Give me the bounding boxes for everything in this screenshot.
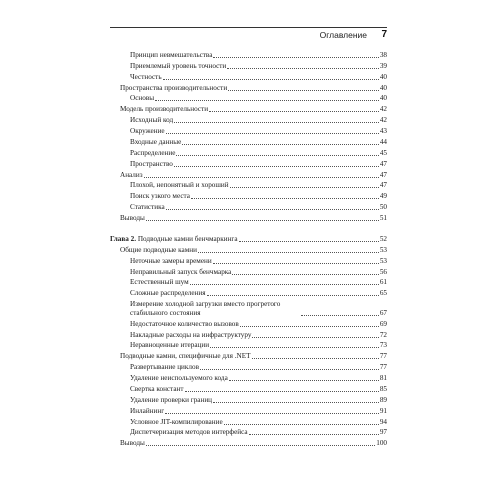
toc-entry-title <box>120 439 145 448</box>
toc-title-text: Свертка констант <box>130 384 184 393</box>
toc-title-text: Подводные камни, специфичные для .NET <box>120 352 251 361</box>
toc-page-number: 69 <box>379 319 387 328</box>
toc-page-number: 81 <box>379 374 387 382</box>
toc-page-number: 50 <box>379 203 387 212</box>
toc-title-text: Сложные распределения <box>130 289 206 298</box>
dot-leader <box>213 57 378 58</box>
toc-title-text: Приемлемый уровень точности <box>130 61 227 70</box>
toc-entry <box>110 114 387 125</box>
toc-title-text: Пространства производительности <box>120 83 228 92</box>
toc-entry <box>110 298 387 318</box>
dot-leader <box>191 198 379 199</box>
toc-chapter-entry <box>110 233 387 244</box>
toc-entry <box>110 287 387 298</box>
toc-entry-title <box>120 171 143 180</box>
toc-entry <box>110 383 387 394</box>
toc-page-number: 40 <box>379 94 387 103</box>
toc-page-number: 91 <box>379 406 387 415</box>
dot-leader <box>239 241 379 242</box>
toc-title-text: Окружение <box>130 127 165 135</box>
toc-page-number: 67 <box>379 308 387 317</box>
toc-page-number: 65 <box>379 289 387 298</box>
toc-entry-title <box>130 116 173 125</box>
toc-title-text: Измерение холодной загрузки вместо прогретого стабильного состояния <box>130 299 281 317</box>
dot-leader <box>213 402 379 403</box>
dot-leader <box>166 133 379 134</box>
dot-leader <box>174 166 379 167</box>
toc-page-number: 38 <box>379 50 387 59</box>
toc-entry-title <box>130 418 223 427</box>
toc-entry <box>110 49 387 60</box>
toc-title-text: Диспетчеризация методов интерфейса <box>130 428 248 437</box>
dot-leader <box>227 68 379 69</box>
dot-leader <box>210 347 379 348</box>
toc-page-number: 100 <box>376 439 387 448</box>
toc-entry-title <box>120 84 227 93</box>
dot-leader <box>229 380 379 381</box>
toc-page-number: 52 <box>379 234 387 243</box>
dot-leader <box>207 295 379 296</box>
toc-page-number: 56 <box>379 267 387 276</box>
toc-entry-title <box>130 73 162 82</box>
toc-entry <box>110 136 387 147</box>
dot-leader <box>166 209 379 210</box>
dot-leader <box>240 326 379 327</box>
toc-entry <box>110 60 387 71</box>
dot-leader <box>209 111 379 112</box>
dot-leader <box>252 337 378 338</box>
toc-title-text: Естественный шум <box>130 278 189 287</box>
toc-title-text: Плохой, непонятный и хороший <box>130 181 229 190</box>
toc-page-number: 89 <box>379 395 387 404</box>
toc-entry-title <box>130 396 212 405</box>
toc-page-number: 85 <box>379 384 387 393</box>
toc-entry-title <box>130 127 165 136</box>
toc-page-number: 45 <box>379 148 387 157</box>
toc-entry <box>110 180 387 191</box>
dot-leader <box>200 369 379 370</box>
dot-leader <box>163 79 379 80</box>
toc-title-text: Неправильный запуск бенчмарка <box>130 267 232 276</box>
toc-page-number: 72 <box>379 330 387 339</box>
toc-page-number: 94 <box>379 417 387 426</box>
toc-title-text: Инлайнинг <box>130 406 165 415</box>
toc-title-text: Удаление неиспользуемого кода <box>130 374 228 382</box>
toc-entry-title <box>130 300 300 318</box>
toc-entry-title <box>130 62 226 71</box>
toc-title-text: Выводы <box>120 439 145 448</box>
toc-entry <box>110 361 387 372</box>
toc-page-number: 40 <box>379 83 387 92</box>
toc-entry <box>110 71 387 82</box>
toc-entry <box>110 212 387 223</box>
toc-title-text: Неравноценные итерации <box>130 341 210 350</box>
dot-leader <box>176 155 378 156</box>
toc-entry <box>110 329 387 340</box>
toc-page-number: 47 <box>379 181 387 190</box>
toc-page-number: 53 <box>379 245 387 254</box>
toc-entry-title <box>130 320 239 329</box>
toc-entry-title <box>120 246 197 255</box>
toc-entry <box>110 372 387 383</box>
toc-entry-title <box>130 149 175 158</box>
toc-entry <box>110 266 387 277</box>
toc-entry <box>110 158 387 169</box>
toc-title-text: Удаление проверки границ <box>130 395 213 404</box>
toc-entry-title <box>130 374 228 383</box>
page-number: 7 <box>381 29 387 40</box>
dot-leader <box>301 315 379 316</box>
toc-entry <box>110 255 387 266</box>
toc-page-number: 44 <box>379 137 387 146</box>
dot-leader <box>198 252 379 253</box>
toc-page-number: 42 <box>379 105 387 114</box>
toc-title-text: Основы <box>130 94 155 103</box>
toc-entry <box>110 201 387 212</box>
dot-leader <box>146 445 375 446</box>
toc-entry-title <box>130 289 206 298</box>
toc-entry-title <box>130 51 212 60</box>
toc-title-text: Развертывание циклов <box>130 363 199 372</box>
toc-title-text: Неточные замеры времени <box>130 256 212 265</box>
toc-entry <box>110 437 387 448</box>
toc-page-number: 61 <box>379 278 387 287</box>
table-of-contents <box>110 49 387 448</box>
toc-page-number: 42 <box>379 116 387 125</box>
toc-title-text: Пространство <box>130 159 173 168</box>
toc-entry-title <box>130 138 181 147</box>
toc-page-number: 77 <box>379 352 387 361</box>
chapter-label: Глава 2. <box>110 234 137 243</box>
toc-entry <box>110 277 387 288</box>
toc-page-number: 47 <box>379 159 387 168</box>
dot-leader <box>155 100 379 101</box>
toc-title-text: Статистика <box>130 203 165 212</box>
page-header <box>110 27 387 42</box>
toc-entry-title <box>130 331 251 340</box>
toc-title-text: Условное JIT-компилирование <box>130 417 223 426</box>
toc-title-text: Честность <box>130 72 162 81</box>
dot-leader <box>174 122 379 123</box>
toc-entry <box>110 416 387 427</box>
running-header-title: Оглавление <box>319 30 367 40</box>
toc-page-number: 47 <box>379 170 387 179</box>
toc-entry <box>110 82 387 93</box>
toc-entry <box>110 340 387 351</box>
toc-page-number: 43 <box>379 127 387 135</box>
toc-page-number: 51 <box>379 214 387 222</box>
toc-entry-title <box>130 257 212 266</box>
toc-entry-title <box>130 268 231 277</box>
toc-entry-title <box>130 428 248 437</box>
toc-page-number: 97 <box>379 428 387 437</box>
toc-page-number: 40 <box>379 72 387 81</box>
toc-title-text: Анализ <box>120 170 143 179</box>
dot-leader <box>230 187 379 188</box>
toc-entry <box>110 350 387 361</box>
toc-entry-title <box>130 94 154 103</box>
toc-entry-title <box>130 203 165 212</box>
toc-title-text: Распределение <box>130 148 176 157</box>
toc-entry-title <box>120 352 251 361</box>
dot-leader <box>190 284 379 285</box>
dot-leader <box>232 274 378 275</box>
toc-entry <box>110 93 387 104</box>
toc-title-text: Исходный код <box>130 116 174 125</box>
toc-entry <box>110 427 387 438</box>
dot-leader <box>213 263 379 264</box>
dot-leader <box>249 434 379 435</box>
toc-page-number: 77 <box>379 363 387 372</box>
toc-entry <box>110 125 387 136</box>
dot-leader <box>146 220 379 221</box>
toc-entry-title <box>130 407 164 416</box>
toc-entry-title <box>120 105 208 114</box>
toc-entry <box>110 147 387 158</box>
toc-title-text: Принцип невмешательства <box>130 50 213 59</box>
toc-entry-title <box>130 192 190 201</box>
dot-leader <box>252 358 379 359</box>
toc-title-text: Накладные расходы на инфраструктуру <box>130 330 252 339</box>
dot-leader <box>182 144 379 145</box>
toc-title-text: Подводные камни бенчмаркинга <box>137 234 238 243</box>
toc-page-number: 73 <box>379 341 387 350</box>
toc-entry <box>110 103 387 114</box>
toc-title-text: Общие подводные камни <box>120 245 197 254</box>
toc-page-number: 39 <box>379 61 387 70</box>
toc-entry-title <box>120 214 145 223</box>
toc-entry-title <box>130 181 229 190</box>
toc-entry-title <box>110 235 238 244</box>
toc-entry <box>110 318 387 329</box>
dot-leader <box>224 424 379 425</box>
toc-title-text: Выводы <box>120 214 145 222</box>
toc-entry-title <box>130 363 199 372</box>
toc-entry <box>110 190 387 201</box>
toc-entry <box>110 405 387 416</box>
toc-entry <box>110 394 387 405</box>
toc-title-text: Модель производительности <box>120 105 209 114</box>
toc-title-text: Недостаточное количество вызовов <box>130 319 239 328</box>
dot-leader <box>144 177 379 178</box>
toc-entry <box>110 169 387 180</box>
toc-title-text: Поиск узкого места <box>130 192 190 201</box>
toc-entry <box>110 244 387 255</box>
toc-entry-title <box>130 341 209 350</box>
dot-leader <box>185 391 379 392</box>
toc-entry-title <box>130 160 173 169</box>
toc-page-number: 49 <box>379 192 387 201</box>
toc-title-text: Входные данные <box>130 137 182 146</box>
toc-entry-title <box>130 385 184 394</box>
dot-leader <box>165 413 379 414</box>
toc-entry-title <box>130 278 189 287</box>
toc-page-number: 53 <box>379 256 387 265</box>
dot-leader <box>228 90 379 91</box>
